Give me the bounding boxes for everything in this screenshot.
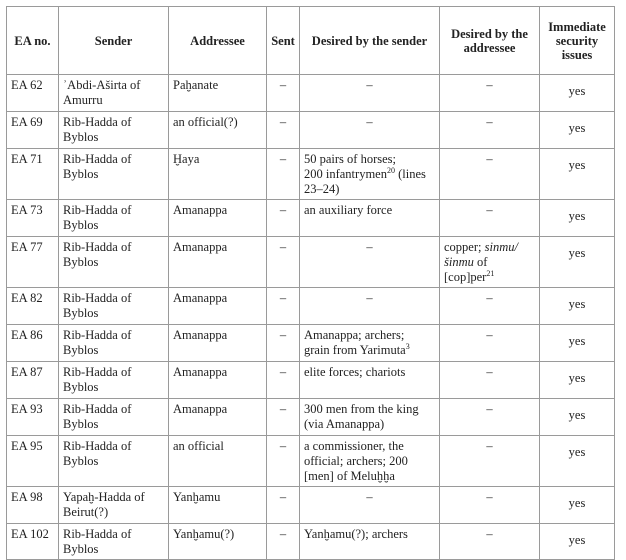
table-row <box>7 288 615 325</box>
text-fragment: Byblos <box>63 542 99 556</box>
text-fragment: Amurru <box>63 93 103 107</box>
cell-security: yes <box>540 149 615 200</box>
cell-addressee: Amanappa <box>169 200 267 237</box>
cell-security: yes <box>540 75 615 112</box>
cell-desired-sender <box>300 200 440 237</box>
table-row <box>7 524 615 560</box>
text-fragment: Beirut(?) <box>63 505 109 519</box>
cell-sender <box>59 487 169 524</box>
cell-desired-sender: – <box>300 112 440 149</box>
cell-addressee: Yanḫamu <box>169 487 267 524</box>
cell-desired-sender <box>300 524 440 560</box>
cell-sender <box>59 436 169 487</box>
text-fragment: Byblos <box>63 255 99 269</box>
cell-security: yes <box>540 288 615 325</box>
text-fragment: 300 men from the king <box>304 402 419 416</box>
cell-desired-addressee: – <box>440 487 540 524</box>
cell-security: yes <box>540 362 615 399</box>
cell-addressee: Yanḫamu(?) <box>169 524 267 560</box>
text-fragment: Byblos <box>63 417 99 431</box>
cell-desired-sender <box>300 399 440 436</box>
table-row <box>7 200 615 237</box>
text-fragment: Amanappa; archers; <box>304 328 405 342</box>
text-fragment: ʾAbdi-Aširta of <box>63 78 141 92</box>
text-fragment: (via Amanappa) <box>304 417 385 431</box>
col-header-ea-no: EA no. <box>7 7 59 75</box>
cell-addressee: an official(?) <box>169 112 267 149</box>
cell-addressee: Amanappa <box>169 362 267 399</box>
cell-desired-addressee: – <box>440 149 540 200</box>
cell-addressee: an official <box>169 436 267 487</box>
text-fragment: Rib-Hadda of <box>63 152 132 166</box>
cell-addressee: Paḫanate <box>169 75 267 112</box>
cell-security: yes <box>540 487 615 524</box>
cell-sender <box>59 362 169 399</box>
cell-addressee: Amanappa <box>169 288 267 325</box>
text-fragment: Rib-Hadda of <box>63 291 132 305</box>
cell-sender <box>59 200 169 237</box>
cell-sender <box>59 75 169 112</box>
cell-security: yes <box>540 200 615 237</box>
col-header-security: Immediate security issues <box>540 7 615 75</box>
text-fragment: Byblos <box>63 130 99 144</box>
cell-desired-sender: – <box>300 487 440 524</box>
text-fragment: Rib-Hadda of <box>63 203 132 217</box>
text-fragment: (lines <box>394 167 426 181</box>
text-fragment: šinmu <box>444 255 474 269</box>
text-fragment: Rib-Hadda of <box>63 240 132 254</box>
text-fragment: Byblos <box>63 380 99 394</box>
footnote-ref: 21 <box>486 268 495 278</box>
table-row <box>7 487 615 524</box>
text-fragment: Byblos <box>63 167 99 181</box>
cell-desired-addressee: – <box>440 524 540 560</box>
cell-security: yes <box>540 237 615 288</box>
text-fragment: Rib-Hadda of <box>63 402 132 416</box>
cell-ea-no: EA 93 <box>7 399 59 436</box>
cell-desired-addressee: – <box>440 399 540 436</box>
text-fragment: Rib-Hadda of <box>63 115 132 129</box>
cell-desired-sender: – <box>300 288 440 325</box>
text-fragment: Rib-Hadda of <box>63 365 132 379</box>
cell-sent: – <box>267 524 300 560</box>
table-row <box>7 75 615 112</box>
cell-ea-no: EA 95 <box>7 436 59 487</box>
cell-desired-addressee: – <box>440 436 540 487</box>
cell-addressee: Ḫaya <box>169 149 267 200</box>
table-row <box>7 112 615 149</box>
cell-security: yes <box>540 325 615 362</box>
cell-desired-sender <box>300 149 440 200</box>
cell-sent: – <box>267 362 300 399</box>
cell-desired-sender <box>300 325 440 362</box>
col-header-addressee: Addressee <box>169 7 267 75</box>
cell-desired-addressee: – <box>440 362 540 399</box>
text-fragment: an auxiliary force <box>304 203 393 217</box>
cell-desired-addressee: – <box>440 325 540 362</box>
text-fragment: [men] of Meluḫḫa <box>304 469 395 483</box>
cell-desired-sender <box>300 362 440 399</box>
cell-ea-no: EA 82 <box>7 288 59 325</box>
text-fragment: Rib-Hadda of <box>63 527 132 541</box>
text-fragment: Yapaḫ-Hadda of <box>63 490 145 504</box>
cell-sender <box>59 237 169 288</box>
cell-ea-no: EA 69 <box>7 112 59 149</box>
cell-desired-addressee: – <box>440 200 540 237</box>
text-fragment: Byblos <box>63 454 99 468</box>
cell-sender <box>59 112 169 149</box>
cell-security: yes <box>540 436 615 487</box>
table-row <box>7 362 615 399</box>
text-fragment: official; archers; 200 <box>304 454 408 468</box>
table-row <box>7 399 615 436</box>
col-header-sent: Sent <box>267 7 300 75</box>
cell-desired-addressee: – <box>440 112 540 149</box>
table-row <box>7 436 615 487</box>
header-row <box>7 7 615 75</box>
text-fragment: copper; <box>444 240 485 254</box>
text-fragment: Byblos <box>63 306 99 320</box>
footnote-ref: 3 <box>405 341 410 351</box>
col-header-sender: Sender <box>59 7 169 75</box>
cell-desired-sender: – <box>300 75 440 112</box>
cell-ea-no: EA 62 <box>7 75 59 112</box>
cell-sender <box>59 524 169 560</box>
text-fragment: elite forces; chariots <box>304 365 406 379</box>
cell-security: yes <box>540 399 615 436</box>
cell-sender <box>59 399 169 436</box>
cell-ea-no: EA 73 <box>7 200 59 237</box>
cell-ea-no: EA 86 <box>7 325 59 362</box>
cell-sent: – <box>267 112 300 149</box>
cell-sent: – <box>267 436 300 487</box>
cell-sender <box>59 325 169 362</box>
cell-ea-no: EA 102 <box>7 524 59 560</box>
cell-ea-no: EA 87 <box>7 362 59 399</box>
cell-sent: – <box>267 288 300 325</box>
table-row <box>7 149 615 200</box>
text-fragment: 23–24) <box>304 182 340 196</box>
cell-addressee: Amanappa <box>169 325 267 362</box>
cell-security: yes <box>540 112 615 149</box>
text-fragment: of [cop]per <box>444 255 488 284</box>
text-fragment: Byblos <box>63 343 99 357</box>
cell-sent: – <box>267 75 300 112</box>
cell-ea-no: EA 98 <box>7 487 59 524</box>
col-header-desired-sender: Desired by the sender <box>300 7 440 75</box>
text-fragment: Rib-Hadda of <box>63 439 132 453</box>
cell-sender <box>59 288 169 325</box>
text-fragment: sinmu/ <box>484 240 518 254</box>
cell-sent: – <box>267 487 300 524</box>
letters-table <box>6 6 615 560</box>
cell-sent: – <box>267 237 300 288</box>
text-fragment: a commissioner, the <box>304 439 404 453</box>
text-fragment: 50 pairs of horses; <box>304 152 396 166</box>
footnote-ref: 20 <box>386 165 395 175</box>
cell-desired-sender: – <box>300 237 440 288</box>
cell-desired-addressee: – <box>440 288 540 325</box>
table-row <box>7 325 615 362</box>
text-fragment: Rib-Hadda of <box>63 328 132 342</box>
cell-desired-addressee <box>440 237 540 288</box>
text-fragment: grain from Yarimuta <box>304 343 406 357</box>
cell-sent: – <box>267 200 300 237</box>
text-fragment: 200 infantrymen <box>304 167 387 181</box>
cell-ea-no: EA 71 <box>7 149 59 200</box>
table-row <box>7 237 615 288</box>
cell-sent: – <box>267 399 300 436</box>
cell-sent: – <box>267 325 300 362</box>
cell-desired-addressee: – <box>440 75 540 112</box>
cell-sender <box>59 149 169 200</box>
cell-sent: – <box>267 149 300 200</box>
col-header-desired-addressee: Desired by the addressee <box>440 7 540 75</box>
text-fragment: Byblos <box>63 218 99 232</box>
cell-addressee: Amanappa <box>169 237 267 288</box>
cell-addressee: Amanappa <box>169 399 267 436</box>
text-fragment: Yanḫamu(?); archers <box>304 527 408 541</box>
cell-desired-sender <box>300 436 440 487</box>
cell-security: yes <box>540 524 615 560</box>
cell-ea-no: EA 77 <box>7 237 59 288</box>
